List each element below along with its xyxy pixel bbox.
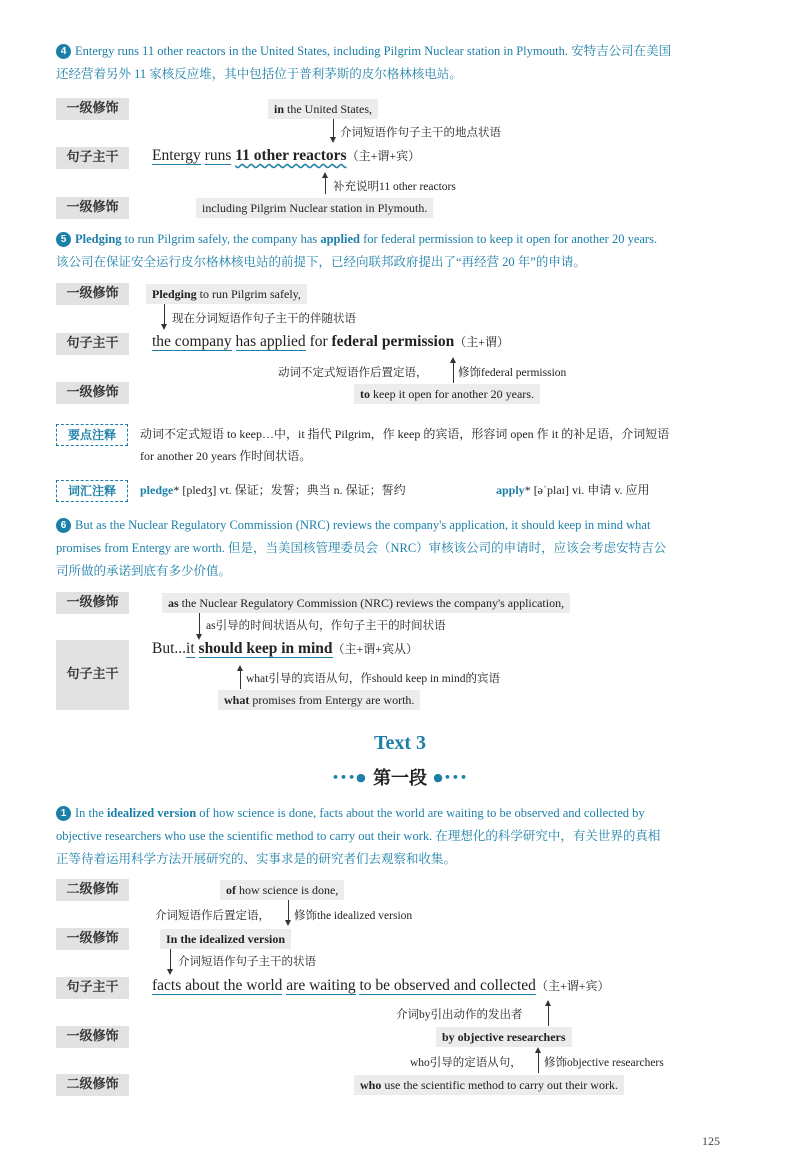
annotation-note: 补充说明11 other reactors: [333, 181, 456, 193]
label-main: 句子主干: [56, 640, 129, 710]
modifier-phrase: who use the scientific method to carry out their work.: [354, 1075, 624, 1095]
label-level2: 二级修饰: [56, 879, 129, 901]
modifier-phrase: In the idealized version: [160, 929, 291, 949]
main-clause: Entergy runs 11 other reactors（主+谓+宾）: [152, 147, 421, 164]
sentence-number: 1: [56, 806, 71, 821]
arrow-line: [538, 1051, 539, 1073]
sentence-number: 6: [56, 518, 71, 533]
annotation-note: 修饰the idealized version: [294, 910, 413, 922]
arrow-down-icon: [330, 137, 336, 143]
sentence-number: 4: [56, 44, 71, 59]
annotation-note: 介词短语作句子主干的状语: [178, 956, 316, 968]
label-main: 句子主干: [56, 333, 129, 355]
paragraph-5: 5 Pledging to run Pilgrim safely, the company has applied for federal permission to keep it open for another 20 years. 该公司在保证安全运行皮尔格林核电站的前提下，已经向联邦政府提出了“再经营 20 年”的申请。: [56, 232, 658, 269]
modifier-phrase: as the Nuclear Regulatory Commission (NRC) reviews the company's application,: [162, 593, 570, 613]
arrow-line: [164, 304, 165, 324]
label-level2: 二级修饰: [56, 1074, 129, 1096]
annotation-note: 介词短语作句子主干的地点状语: [340, 127, 501, 139]
arrow-line: [453, 361, 454, 383]
sentence-number: 5: [56, 232, 71, 247]
key-note-text: 动词不定式短语 to keep…中，it 指代 Pilgrim，作 keep 的宾语，形容词 open 作 it 的补足语，介词短语 for another 20 years 作时间状语。: [140, 427, 670, 463]
arrow-line: [288, 900, 289, 920]
modifier-phrase: by objective researchers: [436, 1027, 572, 1047]
paragraph-t3-1: 1 In the idealized version of how science is done, facts about the world are waiting to be observed and collected by objective researchers who use the scientific method to carry out their work. 在理想化的科学研究中，有关世界的真相 正等待着运用科学方法开展研究的、实事求是的研究者们去观察和收集。: [56, 806, 661, 866]
label-level1: 一级修饰: [56, 1026, 129, 1048]
annotation-note: 修饰federal permission: [458, 367, 567, 379]
arrow-line: [333, 119, 334, 137]
annotation-note: what引导的宾语从句，作should keep in mind的宾语: [246, 673, 500, 685]
page-number: 125: [702, 1134, 720, 1148]
modifier-phrase: of how science is done,: [220, 880, 344, 900]
label-level1: 一级修饰: [56, 197, 129, 219]
annotation-note: 修饰objective researchers: [544, 1057, 664, 1069]
sentence-zh-cont: 还经营着另外 11 家核反应堆，其中包括位于普利茅斯的皮尔格林核电站。: [56, 67, 462, 81]
label-level1: 一级修饰: [56, 928, 129, 950]
sentence-en: Entergy runs 11 other reactors in the United States, including Pilgrim Nuclear station in Plymouth.: [75, 44, 568, 58]
arrow-down-icon: [161, 324, 167, 330]
vocab-item-pledge: pledge* [pledʒ] vt. 保证；发誓；典当 n. 保证；誓约: [140, 483, 406, 497]
annotation-note: 介词短语作后置定语，: [155, 910, 270, 922]
label-level1: 一级修饰: [56, 382, 129, 404]
label-level1: 一级修饰: [56, 592, 129, 614]
label-main: 句子主干: [56, 147, 129, 169]
main-clause: the company has applied for federal permission（主+谓）: [152, 333, 509, 350]
arrow-line: [325, 176, 326, 194]
annotation-note: as引导的时间状语从句，作句子主干的时间状语: [206, 620, 446, 632]
vocab-item-apply: apply* [əˈplaɪ] vi. 申请 v. 应用: [496, 483, 650, 497]
label-main: 句子主干: [56, 977, 129, 999]
paragraph-4: [56, 40, 756, 86]
arrow-down-icon: [167, 969, 173, 975]
annotation-note: 现在分词短语作句子主干的伴随状语: [172, 313, 356, 325]
arrow-line: [170, 949, 171, 969]
paragraph-6: 6 But as the Nuclear Regulatory Commission (NRC) reviews the company's application, it should keep in mind what promises from Entergy are worth. 但是，当美国核管理委员会（NRC）审核该公司的申请时，应该会考虑安特吉公 司所做的承诺到底有多少价值。: [56, 518, 667, 578]
sentence-zh: 该公司在保证安全运行皮尔格林核电站的前提下，已经向联邦政府提出了“再经营 20 年”的申请。: [56, 255, 586, 269]
modifier-phrase: to keep it open for another 20 years.: [354, 384, 540, 404]
arrow-down-icon: [285, 920, 291, 926]
modifier-phrase: what promises from Entergy are worth.: [218, 690, 420, 710]
arrow-line: [548, 1004, 549, 1026]
annotation-note: 动词不定式短语作后置定语，: [278, 367, 428, 379]
text-title: Text 3: [373, 732, 427, 754]
annotation-note: who引导的定语从句，: [410, 1057, 522, 1069]
key-note-label: 要点注释: [56, 424, 128, 446]
vocab-note-label: 词汇注释: [56, 480, 128, 502]
section-heading: •••● 第一段 ●•••: [332, 768, 468, 789]
modifier-phrase: in the United States,: [268, 99, 378, 119]
arrow-line: [240, 669, 241, 689]
arrow-line: [199, 613, 200, 635]
sentence-zh: 安特吉公司在美国: [571, 44, 672, 58]
label-level1: 一级修饰: [56, 98, 129, 120]
modifier-phrase: including Pilgrim Nuclear station in Plymouth.: [196, 198, 433, 218]
label-level1: 一级修饰: [56, 283, 129, 305]
annotation-note: 介词by引出动作的发出者: [396, 1009, 523, 1021]
main-clause: But...it should keep in mind（主+谓+宾从）: [152, 640, 419, 657]
modifier-phrase: Pledging to run Pilgrim safely,: [146, 284, 307, 304]
main-clause: facts about the world are waiting to be observed and collected（主+谓+宾）: [152, 977, 610, 994]
